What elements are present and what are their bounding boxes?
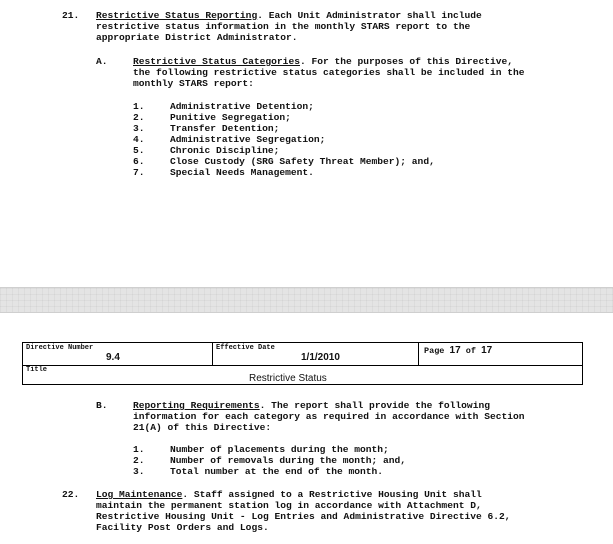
section-21-line-1: Restrictive Status Reporting. Each Unit Administrator shall include — [96, 10, 482, 21]
section-21-line-3: appropriate District Administrator. — [96, 32, 298, 43]
section-22-line-2: maintain the permanent station log in accordance with Attachment D, — [96, 500, 482, 511]
section-number: 21. — [62, 10, 80, 21]
directive-number-value: 9.4 — [106, 352, 120, 363]
title-value: Restrictive Status — [249, 373, 327, 384]
subsection-a-line-2: the following restrictive status categories shall be included in the — [133, 67, 525, 78]
section-number: 22. — [62, 489, 80, 500]
subsection-letter: A. — [96, 56, 108, 67]
subsection-b-line-2: information for each category as required in accordance with Section — [133, 411, 525, 422]
subsection-letter: B. — [96, 400, 108, 411]
effective-date-label: Effective Date — [216, 344, 275, 352]
subsection-heading: Reporting Requirements — [133, 400, 260, 411]
section-22-line-4: Facility Post Orders and Logs. — [96, 522, 269, 533]
subsection-b-line-3: 21(A) of this Directive: — [133, 422, 272, 433]
subsection-a-line-3: monthly STARS report: — [133, 78, 254, 89]
directive-number-label: Directive Number — [26, 344, 94, 352]
section-heading: Restrictive Status Reporting — [96, 10, 258, 21]
section-21-line-2: restrictive status information in the monthly STARS report to the — [96, 21, 471, 32]
section-22-line-1: Log Maintenance. Staff assigned to a Restrictive Housing Unit shall — [96, 489, 482, 500]
page-break-gap — [0, 287, 613, 313]
subsection-b-line-1: Reporting Requirements. The report shall provide the following — [133, 400, 490, 411]
section-22-line-3: Restrictive Housing Unit - Log Entries and Administrative Directive 6.2, — [96, 511, 511, 522]
page-number-cell — [419, 343, 582, 365]
page-number: Page 17 of 17 — [424, 345, 493, 356]
title-label: Title — [26, 366, 48, 374]
header-row — [23, 343, 582, 366]
directive-number-cell — [23, 343, 213, 365]
effective-date-cell — [213, 343, 419, 365]
directive-header-table — [22, 342, 583, 385]
subsection-a-line-1: Restrictive Status Categories. For the purposes of this Directive, — [133, 56, 513, 67]
section-heading: Log Maintenance — [96, 489, 183, 500]
subsection-heading: Restrictive Status Categories — [133, 56, 300, 67]
effective-date-value: 1/1/2010 — [301, 352, 340, 363]
